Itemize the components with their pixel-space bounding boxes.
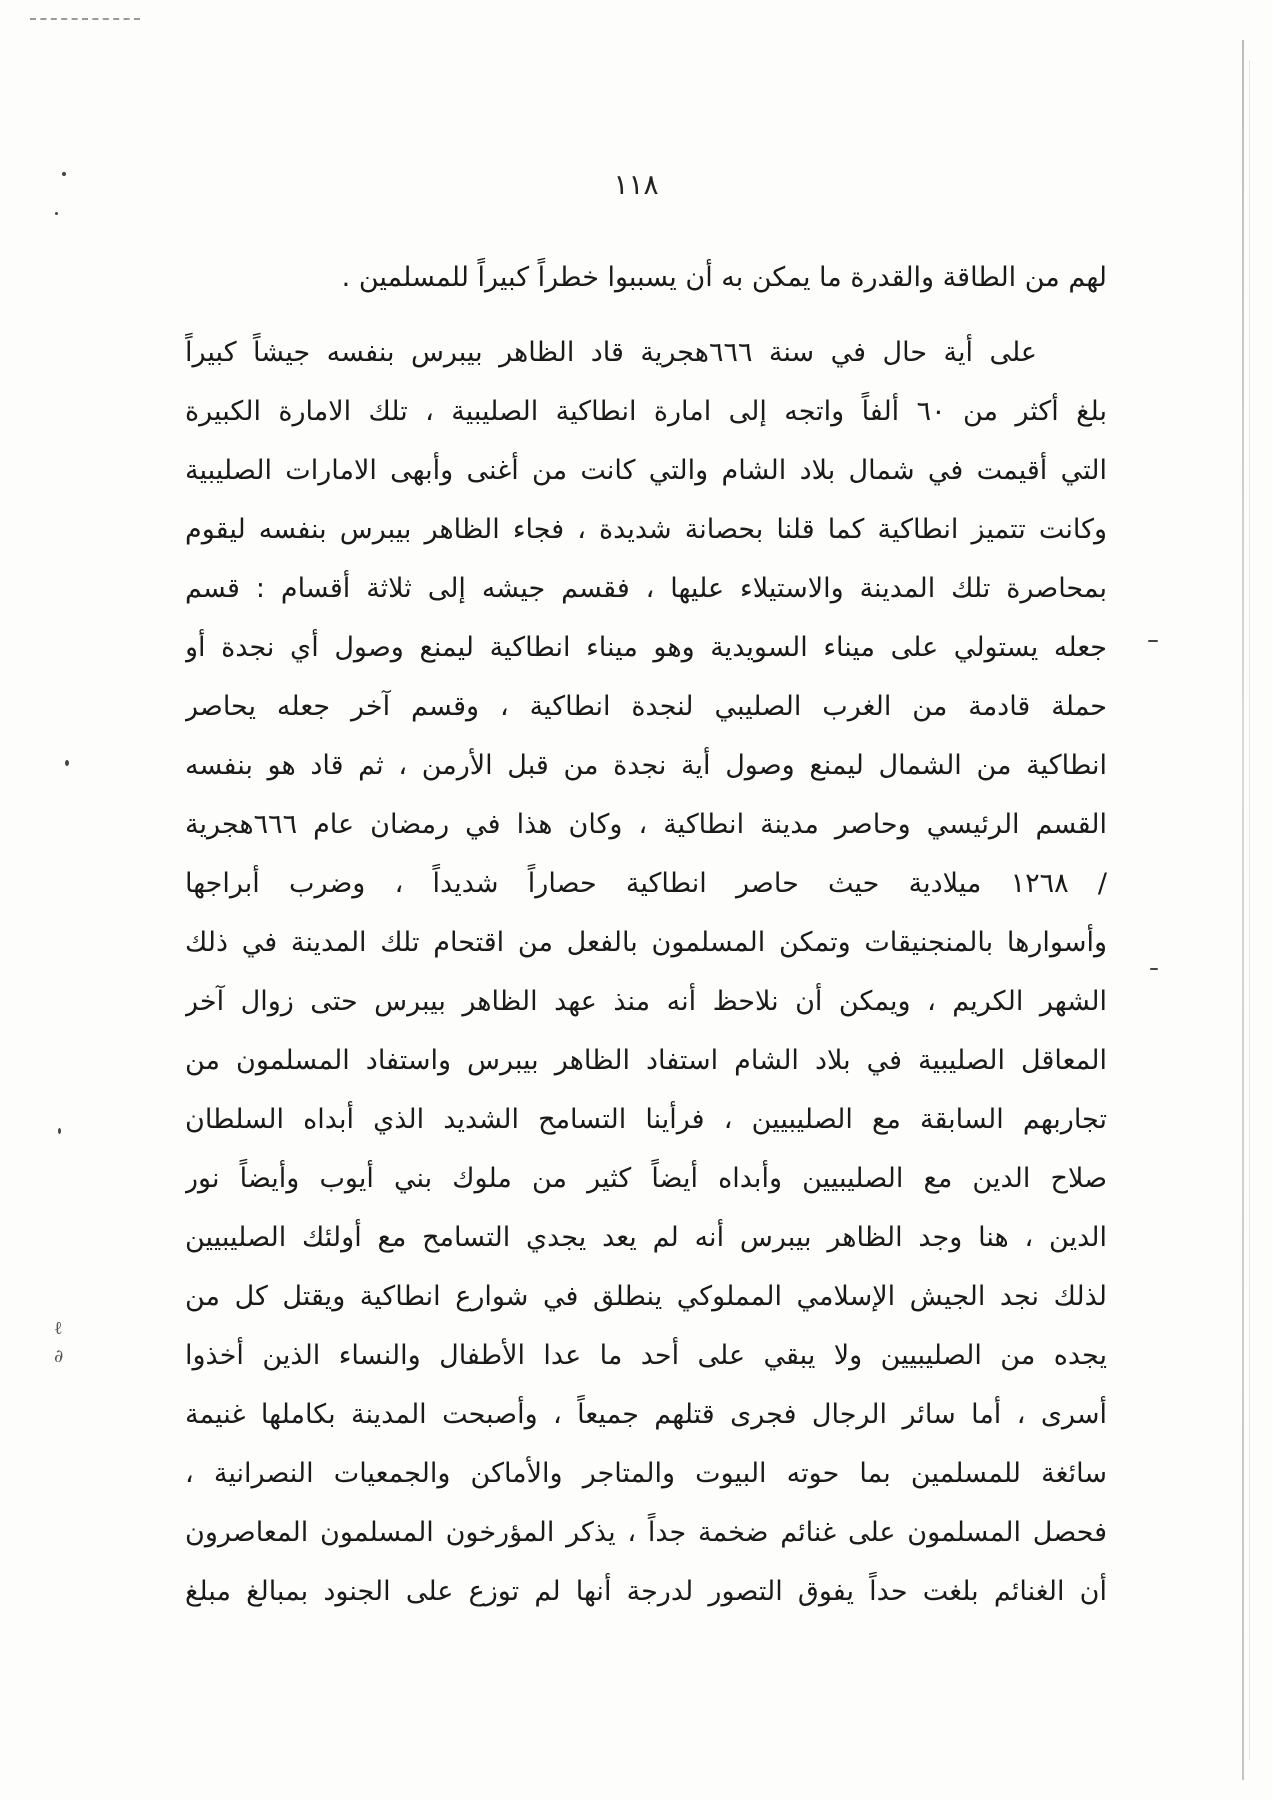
text-line: حملة قادمة من الغرب الصليبي لنجدة انطاكية ، وقسم آخر جعله يحاصر — [185, 691, 1107, 722]
text-line: انطاكية من الشمال ليمنع وصول أية نجدة من قبل الأرمن ، ثم قاد هو بنفسه — [185, 750, 1107, 781]
text-line: لهم من الطاقة والقدرة ما يمكن به أن يسببوا خطراً كبيراً للمسلمين . — [341, 262, 1107, 293]
margin-mark: ℓ — [54, 1318, 63, 1339]
paragraph-gap — [185, 307, 1107, 323]
text-line: جعله يستولي على ميناء السويدية وهو ميناء انطاكية ليمنع وصول أي نجدة أو — [185, 632, 1107, 663]
text-line: صلاح الدين مع الصليبيين وأبداه أيضاً كثير من ملوك بني أيوب وأيضاً نور — [185, 1163, 1107, 1194]
text-line: تجاربهم السابقة مع الصليبيين ، فرأينا التسامح الشديد الذي أبداه السلطان — [185, 1104, 1107, 1135]
scan-speck — [1148, 640, 1158, 642]
text-line: الشهر الكريم ، ويمكن أن نلاحظ أنه منذ عهد الظاهر بيبرس حتى زوال آخر — [185, 986, 1107, 1017]
text-line: / ١٢٦٨ ميلادية حيث حاصر انطاكية حصاراً شديداً ، وضرب أبراجها — [185, 868, 1107, 899]
text-line: وكانت تتميز انطاكية كما قلنا بحصانة شديدة ، فجاء الظاهر بيبرس بنفسه ليقوم — [185, 514, 1107, 545]
scan-speck — [55, 212, 58, 215]
scan-speck — [1150, 968, 1158, 970]
margin-mark: ∂ — [54, 1346, 64, 1367]
text-line: لذلك نجد الجيش الإسلامي المملوكي ينطلق في شوارع انطاكية ويقتل كل من — [185, 1281, 1107, 1312]
page-number: ١١٨ — [613, 168, 659, 201]
text-line: القسم الرئيسي وحاصر مدينة انطاكية ، وكان هذا في رمضان عام ٦٦٦هجرية — [185, 809, 1107, 840]
scan-edge-line — [1242, 40, 1244, 1780]
text-line: على أية حال في سنة ٦٦٦هجرية قاد الظاهر بيبرس بنفسه جيشاً كبيراً — [185, 337, 1037, 368]
text-line: فحصل المسلمون على غنائم ضخمة جداً ، يذكر المؤرخون المسلمون المعاصرون — [185, 1517, 1107, 1548]
scan-speck — [65, 760, 69, 766]
text-line: المعاقل الصليبية في بلاد الشام استفاد الظاهر بيبرس واستفاد المسلمون من — [185, 1045, 1107, 1076]
text-line: الدين ، هنا وجد الظاهر بيبرس أنه لم يعد يجدي التسامح مع أولئك الصليبيين — [185, 1222, 1107, 1253]
scan-edge-line-secondary — [1249, 60, 1250, 1760]
text-line: التي أقيمت في شمال بلاد الشام والتي كانت من أغنى وأبهى الامارات الصليبية — [185, 455, 1107, 486]
text-line: بمحاصرة تلك المدينة والاستيلاء عليها ، فقسم جيشه إلى ثلاثة أقسام : قسم — [185, 573, 1107, 604]
text-line: بلغ أكثر من ٦٠ ألفاً واتجه إلى امارة انطاكية الصليبية ، تلك الامارة الكبيرة — [185, 396, 1107, 427]
text-line: سائغة للمسلمين بما حوته البيوت والمتاجر والأماكن والجمعيات النصرانية ، — [185, 1458, 1107, 1489]
text-line: أن الغنائم بلغت حداً يفوق التصور لدرجة أنها لم توزع على الجنود بمبالغ مبلغ — [185, 1576, 1107, 1607]
text-line: وأسوارها بالمنجنيقات وتمكن المسلمون بالفعل من اقتحام تلك المدينة في ذلك — [185, 927, 1107, 958]
text-line: يجده من الصليبيين ولا يبقي على أحد ما عدا الأطفال والنساء الذين أخذوا — [185, 1340, 1107, 1371]
scan-artifact-dash — [30, 18, 140, 20]
text-line: أسرى ، أما سائر الرجال فجرى قتلهم جميعاً ، وأصبحت المدينة بكاملها غنيمة — [185, 1399, 1107, 1430]
body-text — [185, 248, 1107, 1621]
scan-speck — [58, 1128, 61, 1134]
